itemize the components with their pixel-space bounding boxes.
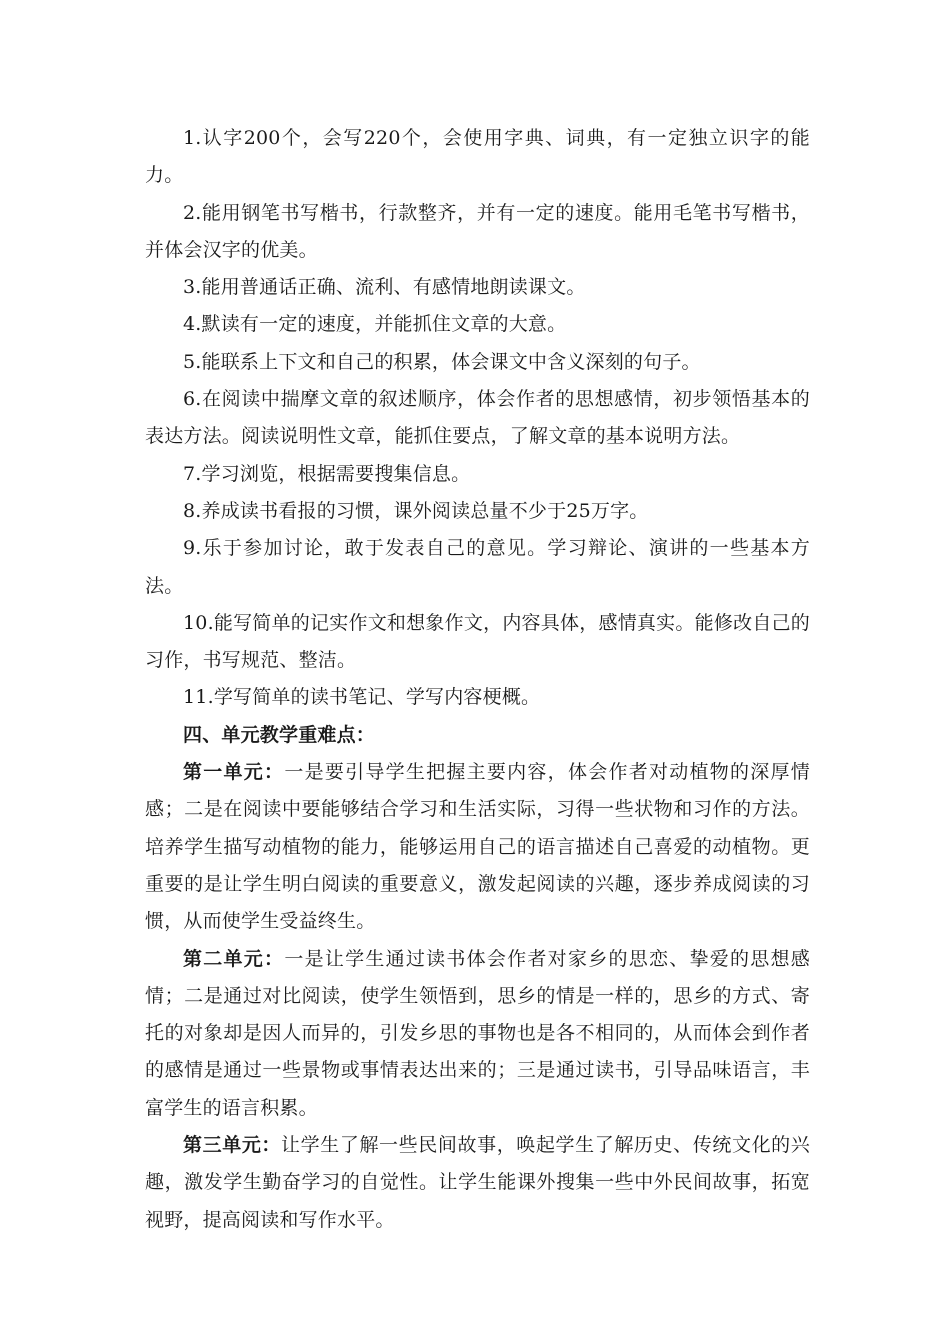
unit-label: 第一单元：: [183, 761, 285, 784]
unit-paragraph-2: [145, 941, 810, 1127]
unit-label: 第三单元：: [183, 1134, 282, 1157]
objective-item-1: 1.认字200个，会写220个，会使用字典、词典，有一定独立识字的能力。: [145, 127, 810, 187]
unit-text: 一是让学生通过读书体会作者对家乡的思恋、挚爱的思想感情；二是通过对比阅读，使学生领悟到，思乡的情是一样的，思乡的方式、寄托的对象却是因人而异的，引发乡思的事物也是各不相同的，从而体会到作者的感情是通过一些景物或事情表达出来的；三是通过读书，引导品味语言，丰富学生的语言积累。: [145, 947, 810, 1119]
unit-paragraph-3: [145, 1127, 810, 1239]
unit-label: 第二单元：: [183, 947, 285, 970]
unit-text: 一是要引导学生把握主要内容，体会作者对动植物的深厚情感；二是在阅读中要能够结合学习和生活实际，习得一些状物和习作的方法。培养学生描写动植物的能力，能够运用自己的语言描述自己喜爱的动植物。更重要的是让学生明白阅读的重要意义，激发起阅读的兴趣，逐步养成阅读的习惯，从而使学生受益终生。: [145, 761, 810, 933]
objective-item-8: 8.养成读书看报的习惯，课外阅读总量不少于25万字。: [183, 499, 649, 522]
objective-item-11: 11.学写简单的读书笔记、学写内容梗概。: [183, 686, 541, 709]
objective-item-9: 9.乐于参加讨论，敢于发表自己的意见。学习辩论、演讲的一些基本方法。: [145, 537, 810, 597]
unit-text: 让学生了解一些民间故事，唤起学生了解历史、传统文化的兴趣，激发学生勤奋学习的自觉性。让学生能课外搜集一些中外民间故事，拓宽视野，提高阅读和写作水平。: [145, 1134, 810, 1231]
objective-item-7: 7.学习浏览，根据需要搜集信息。: [183, 462, 471, 485]
objective-item-5: 5.能联系上下文和自己的积累，体会课文中含义深刻的句子。: [183, 350, 701, 373]
objective-item-2: 2.能用钢笔书写楷书，行款整齐，并有一定的速度。能用毛笔书写楷书，并体会汉字的优美。: [145, 201, 810, 261]
objective-item-10: 10.能写简单的记实作文和想象作文，内容具体，感情真实。能修改自己的习作，书写规范、整洁。: [145, 611, 810, 672]
unit-paragraph-1: [145, 754, 810, 940]
objective-item-6: 6.在阅读中揣摩文章的叙述顺序，体会作者的思想感情，初步领悟基本的表达方法。阅读说明性文章，能抓住要点，了解文章的基本说明方法。: [145, 388, 810, 448]
objective-item-4: 4.默读有一定的速度，并能抓住文章的大意。: [183, 313, 567, 336]
section-heading: 四、单元教学重难点：: [183, 723, 376, 746]
objective-item-3: 3.能用普通话正确、流利、有感情地朗读课文。: [183, 276, 586, 299]
document-page: [145, 120, 810, 1239]
